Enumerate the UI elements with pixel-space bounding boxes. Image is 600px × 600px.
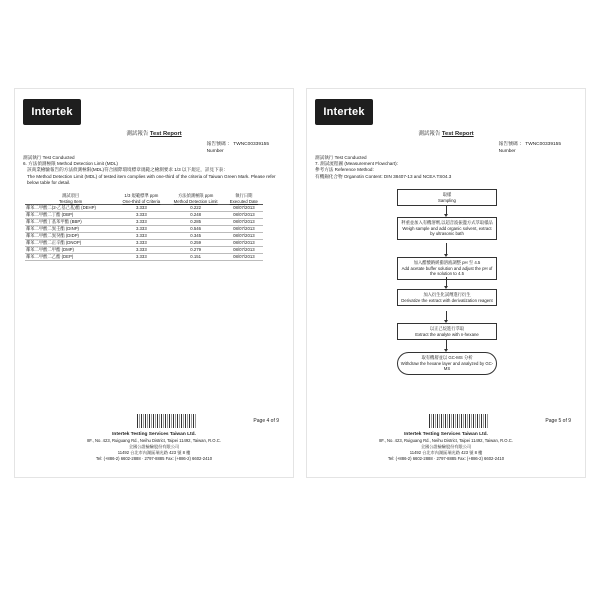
- table-row: 鄰苯二甲酸二異癸酯 (DIDP) 3.333 0.345 08/07/2013: [25, 233, 263, 240]
- table-row: 鄰苯二甲酸二異壬酯 (DINP) 3.333 0.546 08/07/2013: [25, 226, 263, 233]
- method-label: 參考方法 Reference Method:: [315, 167, 374, 173]
- report-page-5: [306, 88, 586, 478]
- report-number-block: [207, 141, 269, 155]
- description-zh: 該商業檢驗報告的方法偵測極限(MDL)符合國際環境標章規範之檢測要求 1/3 以下規定，詳見下表：: [27, 167, 228, 173]
- table-row: 鄰苯二甲酸丁基苯甲酯 (BBP) 3.333 0.285 08/07/2013: [25, 219, 263, 226]
- footer-address: 8F., No. 423, Ruiguang Rd., Neihu District, Taipei 11492, Taiwan, R.O.C.: [379, 438, 513, 443]
- page-footer: [307, 431, 585, 462]
- flow-step-hexane: 以正己烷進行萃取 Extract the analyte with n-hexane: [397, 323, 497, 340]
- flow-step-derivatize: 加入衍生化試劑進行衍生 Derivatize the extract with derivatization reagent: [397, 289, 497, 306]
- flow-arrow: [446, 311, 447, 320]
- title-main: Test Report: [149, 131, 182, 137]
- flow-step-buffer: 加入醋酸鈉緩衝溶液調整 pH 至 4.5 Add acetate buffer solution and adjust the pH of the solution to 4.5: [397, 257, 497, 280]
- table-row: 鄰苯二甲酸二乙酯 (DEP) 3.333 0.151 08/07/2013: [25, 254, 263, 261]
- report-title: [15, 129, 293, 137]
- section-title: 測試執行 Test Conducted: [315, 155, 367, 160]
- barcode-icon: [137, 414, 197, 428]
- footer-company-zh: 全國公證檢驗股份有限公司: [420, 444, 472, 449]
- footer-phone: Tel: (+886-2) 6602-2888 · 2797-8885 Fax: (+886-2) 6602-2410: [95, 456, 213, 461]
- flow-arrow: [446, 339, 447, 349]
- header-date: 執行日期 Executed Date: [225, 193, 263, 205]
- footer-company: Intertek Testing Services Taiwan Ltd.: [404, 432, 488, 437]
- flow-arrow: [446, 243, 447, 254]
- ref-sublabel: Number: [206, 149, 224, 154]
- flow-step-extract: 秤重並加入有機溶劑,以超音波振盪方式萃取樣品 Weigh sample and add organic solvent, extract by ultrasonic bath: [397, 217, 497, 240]
- title-prefix: 測試報告: [418, 131, 441, 137]
- report-number-block: [499, 141, 561, 155]
- section-title: 測試執行 Test Conducted: [23, 155, 75, 160]
- title-prefix: 測試報告: [126, 131, 149, 137]
- footer-phone: Tel: (+886-2) 6602-2888 · 2797-8885 Fax: (+886-2) 6602-2410: [387, 456, 505, 461]
- table-row: 鄰苯二甲酸二丁酯 (DBP) 3.333 0.248 08/07/2013: [25, 212, 263, 219]
- ref-number: TWNC00339155: [525, 142, 561, 147]
- flow-step-sampling: 取樣 Sampling: [397, 189, 497, 206]
- footer-company: Intertek Testing Services Taiwan Ltd.: [112, 432, 196, 437]
- header-item: 測試項目 Testing Item: [25, 193, 116, 205]
- table-row: 鄰苯二甲酸二甲酯 (DMP) 3.333 0.279 08/07/2013: [25, 247, 263, 254]
- barcode-icon: [429, 414, 489, 428]
- footer-company-zh: 全國公證檢驗股份有限公司: [128, 444, 180, 449]
- section-header: [23, 155, 285, 186]
- footer-address-zh: 11492 台北市內湖區瑞光路 423 號 8 樓: [117, 450, 191, 455]
- method-value: 有機錫化合物 Organotin Content: DIN 38407-13 and NCEA TS04.3: [315, 173, 452, 179]
- intertek-logo: Intertek: [23, 99, 81, 125]
- section-header: [315, 155, 577, 180]
- page-number: Page 5 of 9: [545, 418, 571, 424]
- page-footer: [15, 431, 293, 462]
- page-number: Page 4 of 9: [253, 418, 279, 424]
- item-heading: 6. 方法偵測極限 Method Detection Limit (MDL): [23, 161, 118, 167]
- ref-number: TWNC00339155: [233, 142, 269, 147]
- flow-arrow: [446, 205, 447, 214]
- flow-arrow: [446, 277, 447, 286]
- footer-address: 8F., No. 423, Ruiguang Rd., Neihu District, Taipei 11492, Taiwan, R.O.C.: [87, 438, 221, 443]
- footer-address-zh: 11492 台北市內湖區瑞光路 423 號 8 樓: [409, 450, 483, 455]
- table-row: 鄰苯二甲酸二正辛酯 (DNOP) 3.333 0.259 08/07/2013: [25, 240, 263, 247]
- ref-label: 報告號碼 ：: [498, 142, 524, 147]
- description-en: The Method Detection Limit (MDL) of tested item complies with one-third of the criteria of Taiwan Green Mark. Please refer below table for detail.: [27, 173, 276, 185]
- intertek-logo: Intertek: [315, 99, 373, 125]
- table-row: 鄰苯二甲酸二(2-乙基己基)酯 (DEHP) 3.333 0.222 08/07/2013: [25, 205, 263, 212]
- ref-sublabel: Number: [498, 149, 516, 154]
- report-title: [307, 129, 585, 137]
- title-main: Test Report: [441, 131, 474, 137]
- ref-label: 報告號碼 ：: [206, 142, 232, 147]
- report-page-4: [14, 88, 294, 478]
- table-header-row: [25, 193, 263, 205]
- header-mdl: 方法偵測極限 ppm Method Detection Limit: [167, 193, 225, 205]
- item-heading: 7. 測試流程圖 (Measurement Flowchart):: [315, 161, 398, 167]
- flow-step-gcms: 取有機層並以 GC-MS 分析 Withdraw the hexane layer and analyzed by GC-MS: [397, 352, 497, 375]
- header-criteria: 1/3 規範標準 ppm One-third of Criteria: [116, 193, 166, 205]
- mdl-table: [25, 193, 263, 261]
